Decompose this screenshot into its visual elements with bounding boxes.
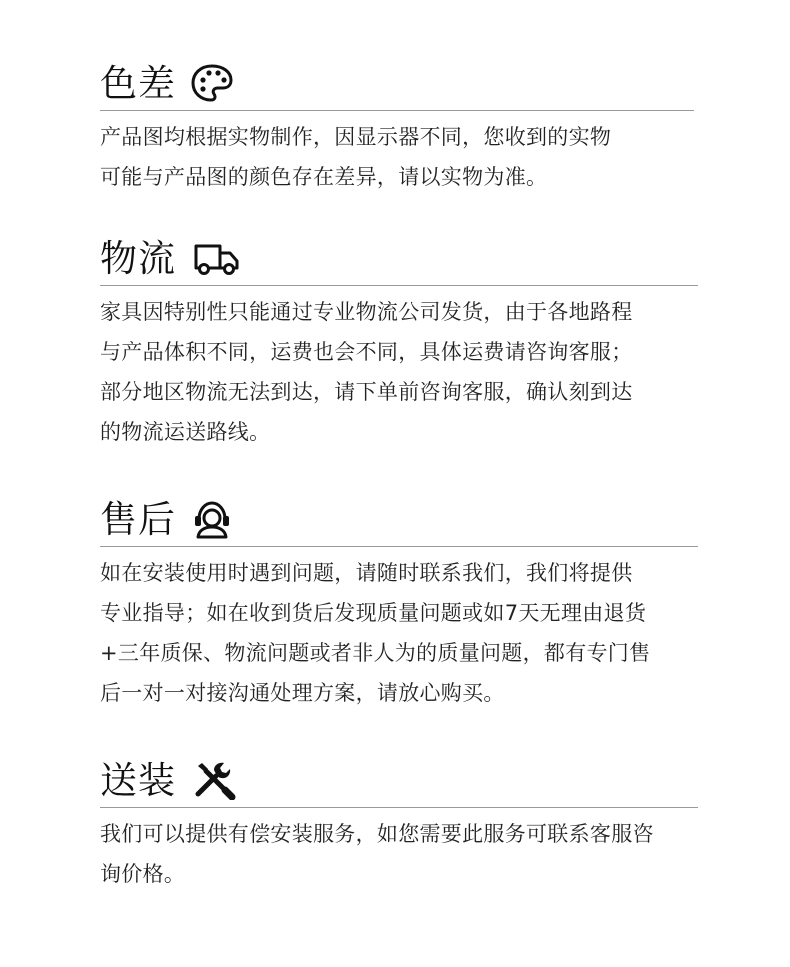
section-color-difference: [100, 58, 700, 197]
body-line: 如在安装使用时遇到问题，请随时联系我们，我们将提供: [100, 561, 633, 585]
section-delivery-install: [100, 755, 700, 894]
body-line: 询价格。: [100, 862, 186, 886]
section-body: [100, 814, 700, 894]
body-line: 的物流运送路线。: [100, 420, 271, 444]
section-after-sales: [100, 494, 700, 713]
section-body: [100, 292, 700, 452]
section-header: [100, 494, 698, 547]
section-body: [100, 553, 700, 713]
truck-icon: [192, 238, 242, 278]
body-line: +三年质保、物流问题或者非人为的质量问题，都有专门售: [100, 641, 651, 665]
section-title: 售后: [100, 498, 176, 541]
section-logistics: [100, 233, 700, 452]
section-body: [100, 117, 700, 197]
body-line: 后一对一对接沟通处理方案，请放心购买。: [100, 681, 505, 705]
section-title: 送装: [100, 759, 176, 802]
body-line: 可能与产品图的颜色存在差异，请以实物为准。: [100, 165, 548, 189]
section-header: [100, 58, 694, 111]
section-header: [100, 233, 698, 286]
customer-service-icon: [190, 499, 234, 539]
body-line: 我们可以提供有偿安装服务，如您需要此服务可联系客服咨: [100, 822, 654, 846]
tools-icon: [192, 760, 236, 800]
section-title: 物流: [100, 237, 176, 280]
section-title: 色差: [100, 62, 176, 105]
body-line: 家具因特别性只能通过专业物流公司发货，由于各地路程: [100, 300, 633, 324]
body-line: 产品图均根据实物制作，因显示器不同，您收到的实物: [100, 125, 612, 149]
body-line: 专业指导；如在收到货后发现质量问题或如7天无理由退货: [100, 601, 647, 625]
body-line: 与产品体积不同，运费也会不同，具体运费请咨询客服；: [100, 340, 633, 364]
palette-icon: [190, 63, 234, 103]
body-line: 部分地区物流无法到达，请下单前咨询客服，确认刻到达: [100, 380, 633, 404]
section-header: [100, 755, 698, 808]
